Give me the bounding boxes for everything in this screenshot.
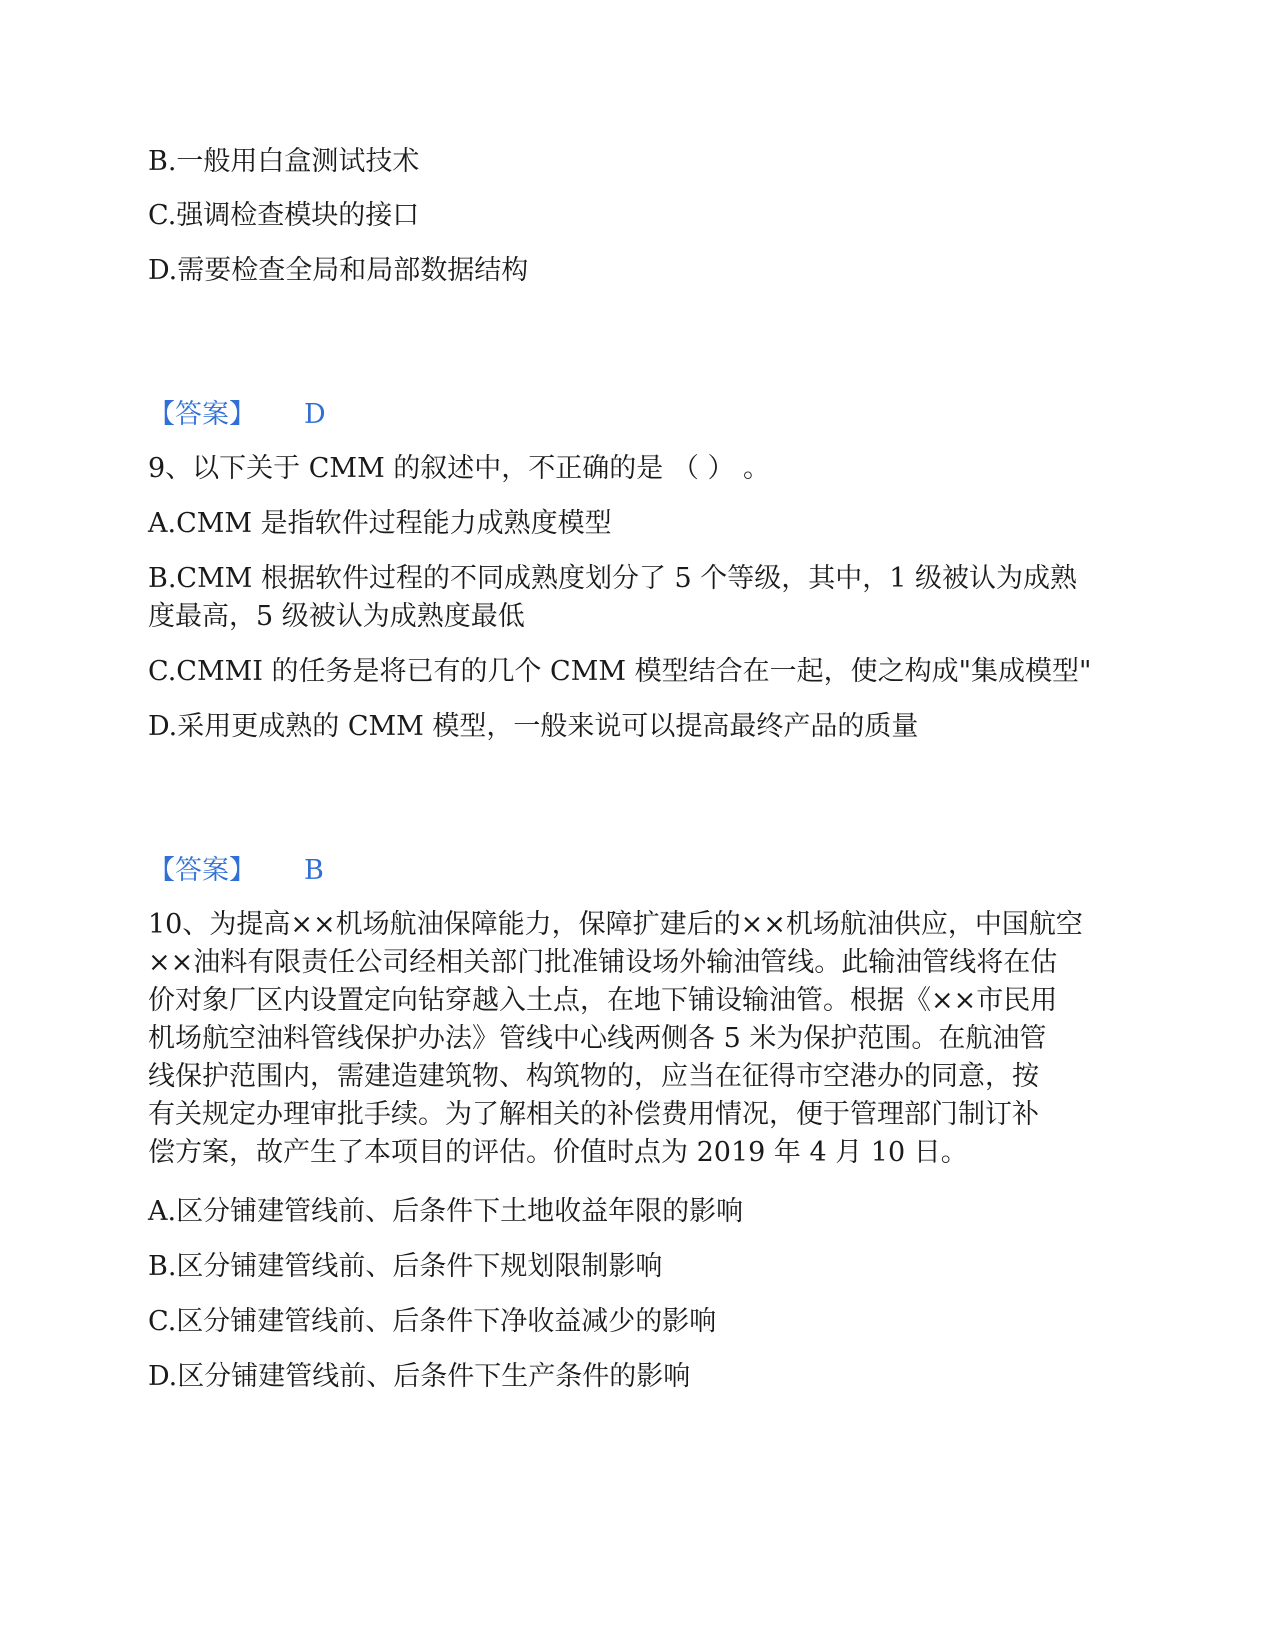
question-10-stem-line: 线保护范围内，需建造建筑物、构筑物的，应当在征得市空港办的同意，按 (148, 1061, 1039, 1092)
question-10-option-c: C.区分铺建管线前、后条件下净收益减少的影响 (148, 1306, 717, 1337)
answer-value: D (304, 399, 326, 430)
question-10-option-d: D.区分铺建管线前、后条件下生产条件的影响 (148, 1361, 691, 1392)
question-9-option-d: D.采用更成熟的 CMM 模型，一般来说可以提高最终产品的质量 (148, 711, 919, 742)
option-c: C.强调检查模块的接口 (148, 200, 420, 231)
question-9-stem: 9、以下关于 CMM 的叙述中，不正确的是 （ ） 。 (148, 453, 771, 484)
question-9-option-b-line2: 度最高，5 级被认为成熟度最低 (148, 601, 525, 632)
question-9-option-c: C.CMMI 的任务是将已有的几个 CMM 模型结合在一起，使之构成"集成模型" (148, 656, 1092, 687)
question-9-option-a: A.CMM 是指软件过程能力成熟度模型 (148, 508, 612, 539)
option-b: B.一般用白盒测试技术 (148, 146, 420, 177)
answer-value: B (304, 855, 324, 886)
question-10-stem-line: ××油料有限责任公司经相关部门批准铺设场外输油管线。此输油管线将在估 (148, 947, 1058, 978)
answer-label: 【答案】 (148, 399, 256, 430)
question-10-stem-line: 10、为提高××机场航油保障能力，保障扩建后的××机场航油供应，中国航空 (148, 909, 1083, 940)
option-d: D.需要检查全局和局部数据结构 (148, 255, 529, 286)
question-10-stem-line: 偿方案，故产生了本项目的评估。价值时点为 2019 年 4 月 10 日。 (148, 1137, 968, 1168)
question-10-stem-line: 有关规定办理审批手续。为了解相关的补偿费用情况，便于管理部门制订补 (148, 1099, 1039, 1130)
question-10-option-a: A.区分铺建管线前、后条件下土地收益年限的影响 (148, 1196, 744, 1227)
answer-label: 【答案】 (148, 855, 256, 886)
question-9-option-b-line1: B.CMM 根据软件过程的不同成熟度划分了 5 个等级，其中，1 级被认为成熟 (148, 563, 1078, 594)
question-10-option-b: B.区分铺建管线前、后条件下规划限制影响 (148, 1251, 663, 1282)
answer-row (148, 851, 324, 891)
question-10-stem-line: 价对象厂区内设置定向钻穿越入土点，在地下铺设输油管。根据《××市民用 (148, 985, 1058, 1016)
question-10-stem-line: 机场航空油料管线保护办法》管线中心线两侧各 5 米为保护范围。在航油管 (148, 1023, 1047, 1054)
answer-row (148, 395, 326, 435)
